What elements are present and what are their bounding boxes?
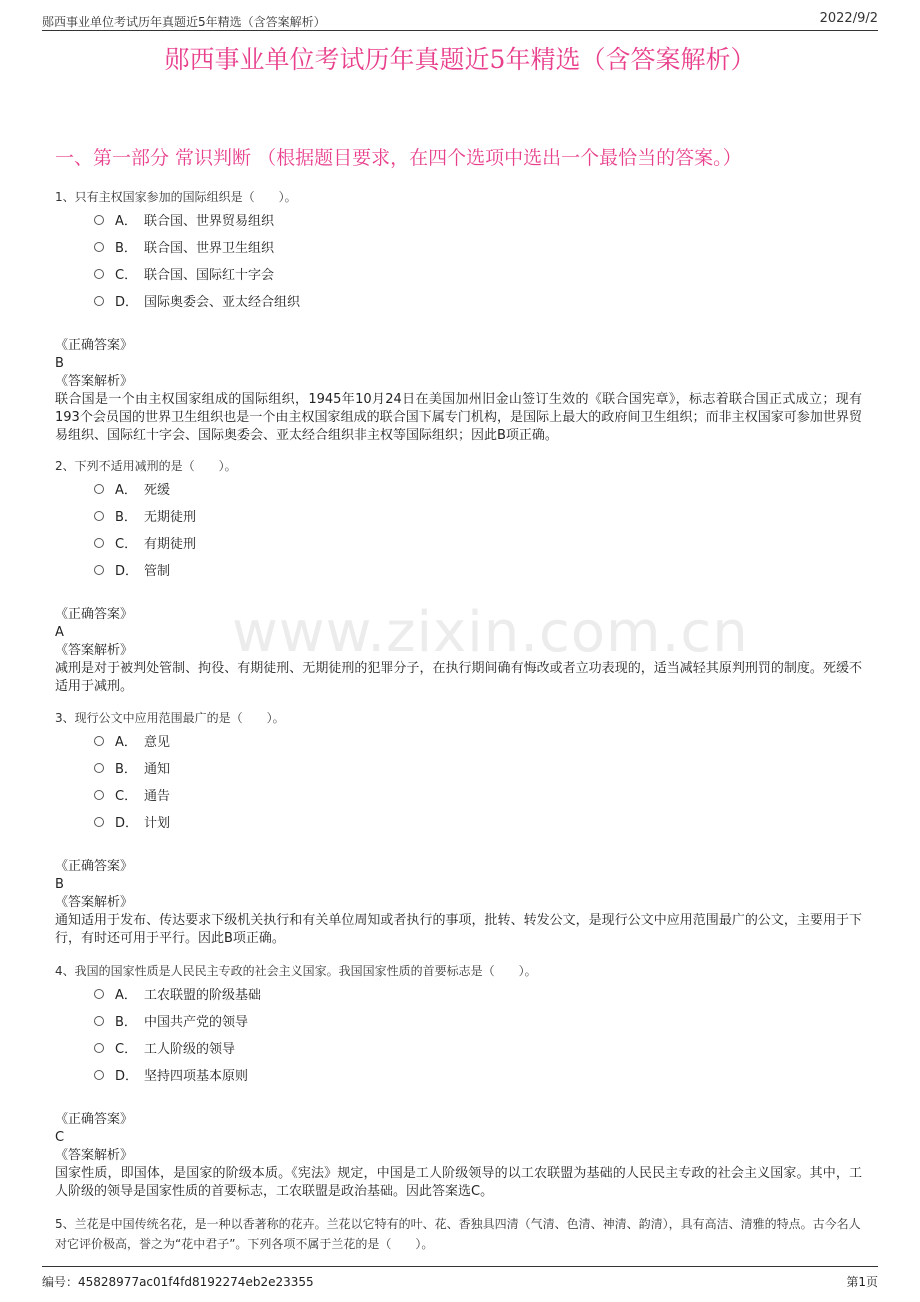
- option-text: 死缓: [144, 483, 171, 498]
- explanation-heading: 《答案解析》: [55, 374, 134, 389]
- option-letter: D．: [115, 1069, 139, 1084]
- question-5: [55, 1214, 862, 1254]
- radio-icon[interactable]: [94, 215, 104, 225]
- option-b[interactable]: [55, 503, 862, 530]
- option-b[interactable]: [55, 234, 862, 261]
- explanation-text: 国家性质，即国体，是国家的阶级本质。《宪法》规定，中国是工人阶级领导的以工农联盟为基础的人民民主专政的社会主义国家。其中，工人阶级的领导是国家性质的首要标志，工农联盟是政治基础。因此答案选C。: [55, 1166, 862, 1199]
- option-d[interactable]: [55, 288, 862, 315]
- option-b[interactable]: [55, 1008, 862, 1035]
- option-text: 工农联盟的阶级基础: [144, 988, 262, 1003]
- question-stem: 5、兰花是中国传统名花，是一种以香著称的花卉。兰花以它特有的叶、花、香独具四清（气清、色清、神清、韵清），具有高洁、清雅的特点。古今名人对它评价极高，誉之为“花中君子”。下列各项不属于兰花的是（ ）。: [55, 1217, 861, 1251]
- option-d[interactable]: [55, 809, 862, 836]
- header-date: 2022/9/2: [819, 11, 878, 26]
- option-text: 计划: [144, 816, 171, 831]
- explanation-heading: 《答案解析》: [55, 1148, 134, 1163]
- radio-icon[interactable]: [94, 565, 104, 575]
- option-letter: A．: [115, 735, 137, 750]
- option-a[interactable]: [55, 476, 862, 503]
- option-text: 无期徒刑: [144, 510, 197, 525]
- option-letter: C．: [115, 789, 138, 804]
- radio-icon[interactable]: [94, 817, 104, 827]
- radio-icon[interactable]: [94, 1070, 104, 1080]
- option-d[interactable]: [55, 557, 862, 584]
- option-letter: B．: [115, 510, 137, 525]
- radio-icon[interactable]: [94, 511, 104, 521]
- option-letter: B．: [115, 762, 137, 777]
- page-footer: [42, 1266, 878, 1293]
- answer-value: A: [55, 625, 64, 640]
- option-c[interactable]: [55, 261, 862, 288]
- answer-heading: 《正确答案》: [55, 1112, 134, 1127]
- option-a[interactable]: [55, 981, 862, 1008]
- question-2: [55, 456, 862, 696]
- option-letter: C．: [115, 537, 138, 552]
- option-text: 联合国、国际红十字会: [144, 268, 275, 283]
- option-letter: C．: [115, 1042, 138, 1057]
- answer-value: C: [55, 1130, 65, 1145]
- radio-icon[interactable]: [94, 1043, 104, 1053]
- answer-heading: 《正确答案》: [55, 338, 134, 353]
- option-c[interactable]: [55, 782, 862, 809]
- option-c[interactable]: [55, 1035, 862, 1062]
- option-d[interactable]: [55, 1062, 862, 1089]
- radio-icon[interactable]: [94, 242, 104, 252]
- page-header: [42, 8, 878, 31]
- question-3: [55, 708, 862, 948]
- footer-page-number: 第1页: [846, 1275, 878, 1289]
- section-heading: 一、第一部分 常识判断 （根据题目要求，在四个选项中选出一个最恰当的答案。）: [55, 147, 742, 169]
- option-letter: A．: [115, 988, 137, 1003]
- answer-value: B: [55, 877, 64, 892]
- answer-heading: 《正确答案》: [55, 859, 134, 874]
- option-text: 通知: [144, 762, 171, 777]
- document-title: 郧西事业单位考试历年真题近5年精选（含答案解析）: [164, 45, 756, 74]
- explanation-text: 联合国是一个由主权国家组成的国际组织，1945年10月24日在美国加州旧金山签订生效的《联合国宪章》，标志着联合国正式成立；现有193个会员国的世界卫生组织也是一个由主权国家组成的联合国下属专门机构，是国际上最大的政府间卫生组织；而非主权国家可参加世界贸易组织、国际红十字会、国际奥委会、亚太经合组织非主权等国际组织；因此B项正确。: [55, 392, 862, 443]
- option-text: 意见: [144, 735, 171, 750]
- watermark: www.zixin.com.cn: [232, 600, 749, 665]
- explanation-text: 通知适用于发布、传达要求下级机关执行和有关单位周知或者执行的事项，批转、转发公文，是现行公文中应用范围最广的公文，主要用于下行，有时还可用于平行。因此B项正确。: [55, 913, 862, 946]
- option-c[interactable]: [55, 530, 862, 557]
- radio-icon[interactable]: [94, 989, 104, 999]
- option-text: 中国共产党的领导: [144, 1015, 249, 1030]
- radio-icon[interactable]: [94, 484, 104, 494]
- option-letter: D．: [115, 564, 139, 579]
- question-stem: 1、只有主权国家参加的国际组织是（ ）。: [55, 190, 297, 204]
- option-b[interactable]: [55, 755, 862, 782]
- header-doc-title: 郧西事业单位考试历年真题近5年精选（含答案解析）: [42, 15, 326, 29]
- radio-icon[interactable]: [94, 763, 104, 773]
- answer-heading: 《正确答案》: [55, 607, 134, 622]
- option-letter: A．: [115, 483, 137, 498]
- footer-code: 编号：45828977ac01f4fd8192274eb2e23355: [42, 1275, 314, 1289]
- option-text: 联合国、世界卫生组织: [144, 241, 275, 256]
- option-letter: A．: [115, 214, 137, 229]
- question-stem: 2、下列不适用减刑的是（ ）。: [55, 459, 237, 473]
- option-text: 有期徒刑: [144, 537, 197, 552]
- option-letter: C．: [115, 268, 138, 283]
- option-a[interactable]: [55, 728, 862, 755]
- question-4: [55, 961, 862, 1201]
- radio-icon[interactable]: [94, 538, 104, 548]
- radio-icon[interactable]: [94, 269, 104, 279]
- option-letter: D．: [115, 295, 139, 310]
- answer-value: B: [55, 356, 64, 371]
- question-stem: 4、我国的国家性质是人民民主专政的社会主义国家。我国国家性质的首要标志是（ ）。: [55, 964, 537, 978]
- radio-icon[interactable]: [94, 736, 104, 746]
- option-text: 坚持四项基本原则: [144, 1069, 249, 1084]
- question-1: [55, 187, 862, 445]
- option-text: 工人阶级的领导: [144, 1042, 236, 1057]
- explanation-text: 减刑是对于被判处管制、拘役、有期徒刑、无期徒刑的犯罪分子，在执行期间确有悔改或者立功表现的，适当减轻其原判刑罚的制度。死缓不适用于减刑。: [55, 661, 862, 694]
- radio-icon[interactable]: [94, 1016, 104, 1026]
- option-text: 通告: [144, 789, 171, 804]
- option-text: 国际奥委会、亚太经合组织: [144, 295, 301, 310]
- option-text: 管制: [144, 564, 171, 579]
- radio-icon[interactable]: [94, 296, 104, 306]
- option-letter: B．: [115, 241, 137, 256]
- option-letter: B．: [115, 1015, 137, 1030]
- question-stem: 3、现行公文中应用范围最广的是（ ）。: [55, 711, 285, 725]
- radio-icon[interactable]: [94, 790, 104, 800]
- option-text: 联合国、世界贸易组织: [144, 214, 275, 229]
- explanation-heading: 《答案解析》: [55, 895, 134, 910]
- explanation-heading: 《答案解析》: [55, 643, 134, 658]
- option-a[interactable]: [55, 207, 862, 234]
- option-letter: D．: [115, 816, 139, 831]
